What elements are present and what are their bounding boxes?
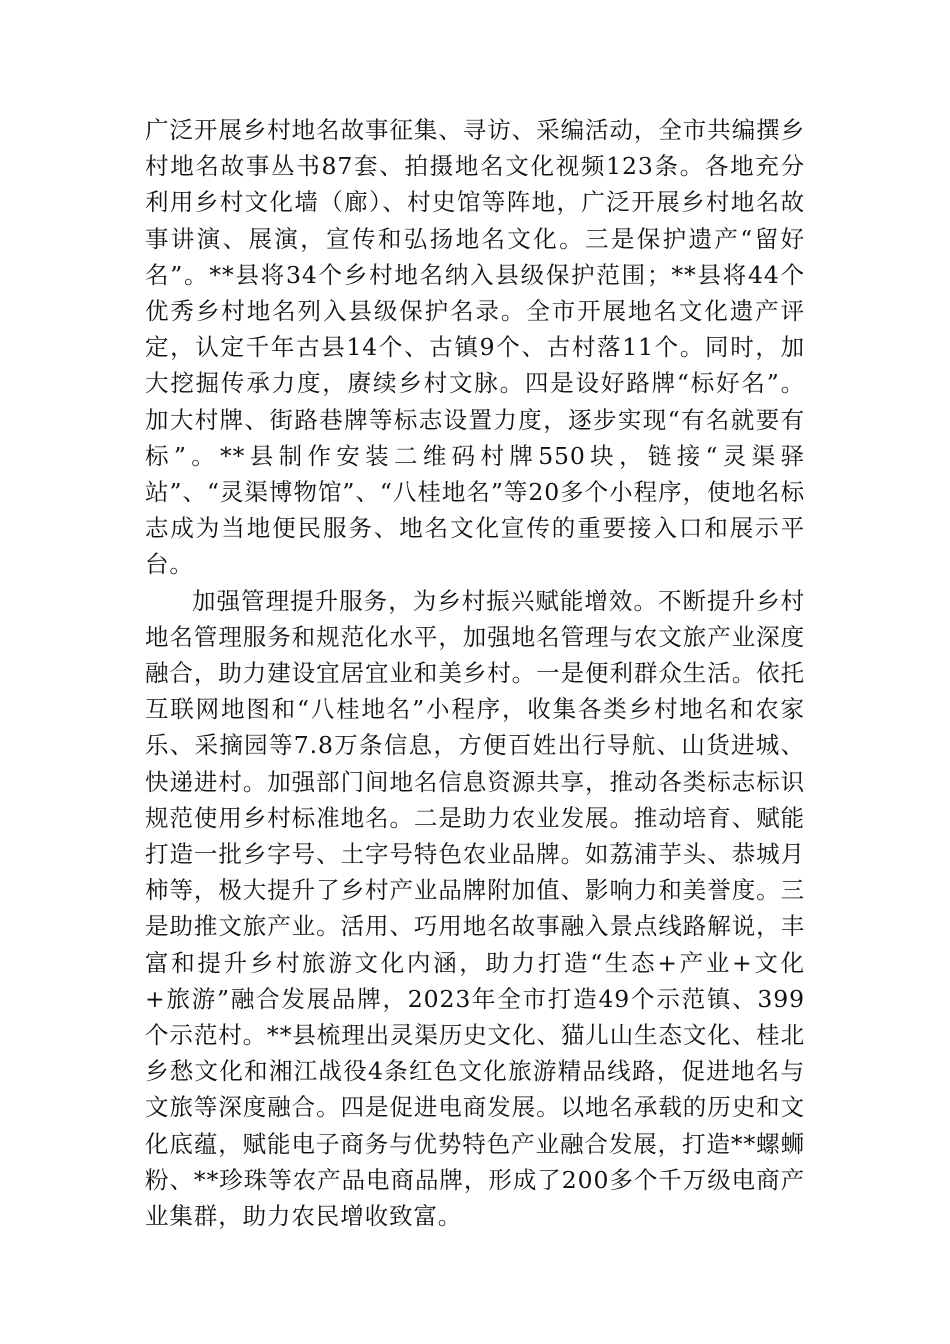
document-body	[145, 112, 805, 1234]
paragraph-2: 加强管理提升服务，为乡村振兴赋能增效。不断提升乡村地名管理服务和规范化水平，加强地名管理与农文旅产业深度融合，助力建设宜居宜业和美乡村。一是便利群众生活。依托互联网地图和“八桂地名”小程序，收集各类乡村地名和农家乐、采摘园等7.8万条信息，方便百姓出行导航、山货进城、快递进村。加强部门间地名信息资源共享，推动各类标志标识规范使用乡村标准地名。二是助力农业发展。推动培育、赋能打造一批乡字号、土字号特色农业品牌。如荔浦芋头、恭城月柿等，极大提升了乡村产业品牌附加值、影响力和美誉度。三是助推文旅产业。活用、巧用地名故事融入景点线路解说，丰富和提升乡村旅游文化内涵，助力打造“生态+产业+文化+旅游”融合发展品牌，2023年全市打造49个示范镇、399个示范村。**县梳理出灵渠历史文化、猫儿山生态文化、桂北乡愁文化和湘江战役4条红色文化旅游精品线路，促进地名与文旅等深度融合。四是促进电商发展。以地名承载的历史和文化底蕴，赋能电子商务与优势特色产业融合发展，打造**螺蛳粉、**珍珠等农产品电商品牌，形成了200多个千万级电商产业集群，助力农民增收致富。	[145, 586, 805, 1231]
paragraph-1: 广泛开展乡村地名故事征集、寻访、采编活动，全市共编撰乡村地名故事丛书87套、拍摄地名文化视频123条。各地充分利用乡村文化墙（廊）、村史馆等阵地，广泛开展乡村地名故事讲演、展演，宣传和弘扬地名文化。三是保护遗产“留好名”。**县将34个乡村地名纳入县级保护范围；**县将44个优秀乡村地名列入县级保护名录。全市开展地名文化遗产评定，认定千年古县14个、古镇9个、古村落11个。同时，加大挖掘传承力度，赓续乡村文脉。四是设好路牌“标好名”。加大村牌、街路巷牌等标志设置力度，逐步实现“有名就要有标”。**县制作安装二维码村牌550块，链接“灵渠驿站”、“灵渠博物馆”、“八桂地名”等20多个小程序，使地名标志成为当地便民服务、地名文化宣传的重要接入口和展示平台。	[145, 116, 805, 579]
